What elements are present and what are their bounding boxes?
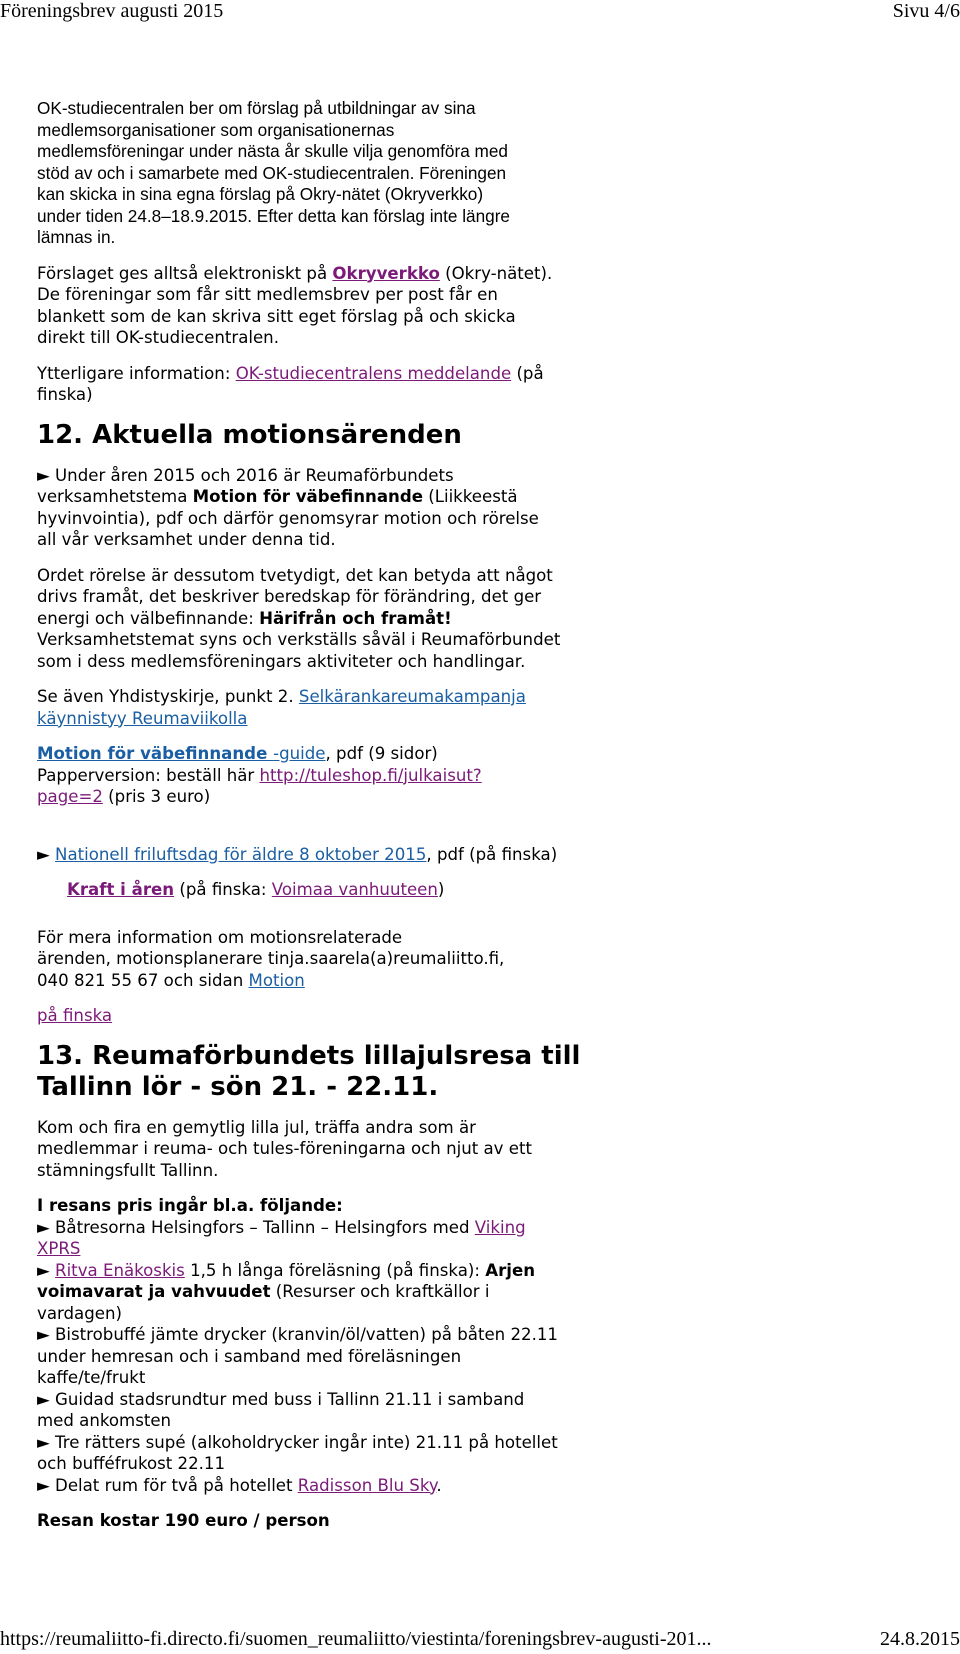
motion-guide-link[interactable]: Motion för väbefinnande -guide	[37, 744, 326, 763]
ok-meddelande-link[interactable]: OK-studiecentralens meddelande	[235, 363, 512, 383]
voimaa-vanhuuteen-link[interactable]: Voimaa vanhuuteen	[271, 880, 438, 899]
paragraph-pa-finska	[37, 1005, 627, 1027]
ritva-enakoski-link[interactable]: Ritva Enäkoskis	[55, 1260, 185, 1280]
footer-url: https://reumaliitto-fi.directo.fi/suomen_reumaliitto/viestinta/foreningsbrev-augusti-201...	[0, 1628, 712, 1650]
trip-includes-list: I resans pris ingår bl.a. följande: ► Båtresorna Helsingfors – Tallinn – Helsingfors med Viking XPRS ► Ritva Enäkoskis 1,5 h långa föreläsning (på finska): Arjen voimavarat ja vahvuudet (Resurser och kraftkällor i vardagen) ► Bistrobuffé jämte drycker (kranvin/öl/vatten) på båten 22.11 under hemresan och i samband med föreläsningen kaffe/te/frukt ► Guidad stadsrundtur med buss i Tallinn 21.11 i samband med ankomsten ► Tre rätters supé (alkoholdrycker ingår inte) 21.11 på hotellet och bufféfrukost 22.11 ► Delat rum för två på hotellet Radisson Blu Sky.	[37, 1196, 558, 1495]
paragraph-verksamhetstema: ► Under åren 2015 och 2016 är Reumaförbundets verksamhetstema Motion för väbefinnande (Liikkeestä hyvinvointia), pdf och därför genomsyrar motion och rörelse all vår verksamhet under denna tid.	[37, 465, 539, 549]
section-13-heading: 13. Reumaförbundets lillajulsresa till Tallinn lör - sön 21. - 22.11.	[37, 1040, 581, 1102]
list-heading: I resans pris ingår bl.a. följande:	[37, 1196, 343, 1215]
article-content	[37, 98, 627, 1546]
motion-page-link[interactable]: Motion	[248, 970, 305, 990]
page-footer	[0, 1628, 960, 1654]
spacer	[37, 822, 627, 844]
document-title: Föreningsbrev augusti 2015	[0, 0, 224, 22]
paragraph-kom-och-fira: Kom och fira en gemytlig lilla jul, träffa andra som är medlemmar i reuma- och tules-föreningarna och njut av ett stämningsfullt Tallinn.	[37, 1117, 533, 1180]
selkarankareuma-link[interactable]: Selkärankareumakampanja	[298, 687, 526, 706]
footer-date: 24.8.2015	[880, 1628, 960, 1650]
page-number: Sivu 4/6	[892, 0, 960, 22]
paragraph-motion-guide: Motion för väbefinnande -guide, pdf (9 sidor) Papperversion: beställ här http://tuleshop.fi/julkaisut? page=2 (pris 3 euro)	[37, 744, 482, 806]
radisson-link[interactable]: Radisson Blu Sky	[297, 1475, 437, 1495]
section-12-heading: 12. Aktuella motionsärenden	[37, 419, 462, 450]
paragraph-se-aven: Se även Yhdistyskirje, punkt 2. Selkärankareumakampanja käynnistyy Reumaviikolla	[37, 687, 526, 728]
page-header	[0, 0, 960, 26]
price-line: Resan kostar 190 euro / person	[37, 1511, 330, 1530]
pa-finska-link[interactable]: på finska	[37, 1006, 113, 1025]
paragraph-ytterligare: Ytterligare information: OK-studiecentralens meddelande (på finska)	[37, 363, 544, 404]
viking-xprs-link-line2[interactable]: XPRS	[37, 1239, 81, 1258]
paragraph-mera-information: För mera information om motionsrelaterade ärenden, motionsplanerare tinja.saarela(a)reumaliitto.fi, 040 821 55 67 och sidan Motion	[37, 927, 505, 990]
friluftsdag-link[interactable]: Nationell friluftsdag för äldre 8 oktober 2015	[55, 844, 427, 864]
tuleshop-link[interactable]: http://tuleshop.fi/julkaisut?	[259, 765, 482, 785]
paragraph-kraft-i-aren: Kraft i åren (på finska: Voimaa vanhuuteen)	[67, 880, 445, 899]
kraft-i-aren-link[interactable]: Kraft i åren	[67, 880, 175, 899]
viking-xprs-link[interactable]: Viking	[474, 1217, 526, 1237]
paragraph-friluftsdag: ► Nationell friluftsdag för äldre 8 oktober 2015, pdf (på finska)	[37, 844, 558, 864]
okryverkko-link[interactable]: Okryverkko	[332, 263, 440, 283]
paragraph-forslaget: Förslaget ges alltså elektroniskt på Okryverkko (Okry-nätet). De föreningar som får sitt medlemsbrev per post får en blankett som de kan skriva sitt eget förslag på och skicka direkt till OK-studiecentralen.	[37, 263, 553, 347]
selkarankareuma-link-line2[interactable]: käynnistyy Reumaviikolla	[37, 708, 248, 728]
paragraph-ok-studiecentralen: OK-studiecentralen ber om förslag på utbildningar av sina medlemsorganisationer som organisationernas medlemsföreningar under nästa år skulle vilja genomföra med stöd av och i samarbete med OK-studiecentralen. Föreningen kan skicka in sina egna förslag på Okry-nätet (Okryverkko) under tiden 24.8–18.9.2015. Efter detta kan förslag inte längre lämnas in.	[37, 98, 510, 247]
paragraph-ordet-rorelse: Ordet rörelse är dessutom tvetydigt, det kan betyda att något drivs framåt, det beskriver beredskap för förändring, det ger energi och välbefinnande: Härifrån och framåt! Verksamhetstemat syns och verkställs såväl i Reumaförbundet som i dess medlemsföreningars aktiviteter och handlingar.	[37, 565, 561, 671]
tuleshop-link-line2[interactable]: page=2	[37, 787, 103, 806]
